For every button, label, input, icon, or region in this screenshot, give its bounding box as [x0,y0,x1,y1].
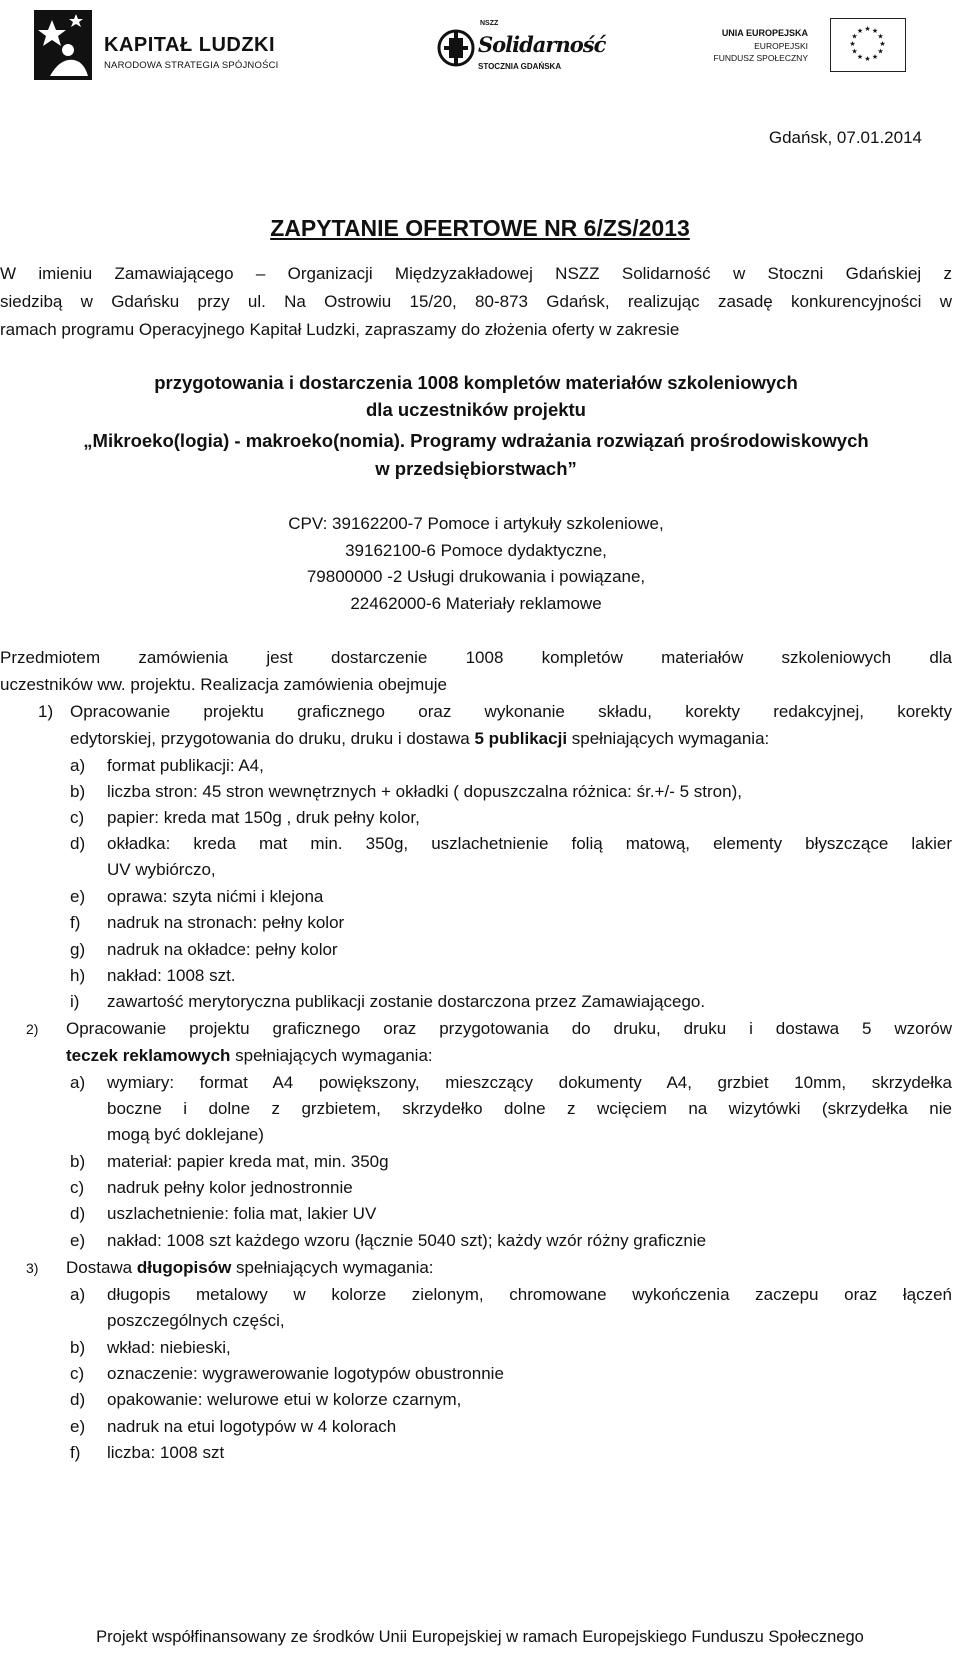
sub-label: d) [70,1204,86,1223]
svg-text:★: ★ [851,32,858,41]
kapital-ludzki-logo [30,6,290,86]
kl-title: KAPITAŁ LUDZKI [104,34,276,56]
object-line: uczestników ww. projektu. Realizacja zamówienia obejmuje [0,675,447,694]
item1-number: 1) [38,702,54,721]
sub-label: a) [70,1285,86,1304]
sub-text: zawartość merytoryczna publikacji zostanie dostarczona przez Zamawiającego. [107,992,706,1011]
eu-flag-icon [830,18,906,72]
svg-text:★: ★ [879,40,886,48]
svg-text:★: ★ [856,53,864,61]
sub-text: nadruk pełny kolor jednostronnie [107,1178,353,1197]
item2-line: Opracowanie projektu graficznego oraz przygotowania do druku, druku i dostawa 5 wzorów [66,1019,952,1038]
item3-line: Dostawa długopisów spełniających wymagania: [66,1258,434,1277]
sub-text: UV wybiórczo, [107,860,216,879]
intro-line: siedzibą w Gdańsku przy ul. Na Ostrowiu 15/20, 80-873 Gdańsk, realizując zasadę konkurencyjności w [0,292,952,311]
sub-label: c) [70,1364,85,1383]
stocznia-label: STOCZNIA GDAŃSKA [478,62,562,71]
svg-text:★: ★ [871,53,879,61]
svg-text:★: ★ [864,55,871,63]
item1-line: Opracowanie projektu graficznego oraz wykonanie składu, korekty redakcyjnej, korekty [70,702,952,721]
sub-text: oprawa: szyta nićmi i klejona [107,887,324,906]
svg-text:★: ★ [877,32,884,41]
sub-text: nakład: 1008 szt każdego wzoru (łącznie 5040 szt); każdy wzór różny graficznie [107,1231,707,1250]
subject-line: „Mikroeko(logia) - makroeko(nomia). Programy wdrażania rozwiązań prośrodowiskowych [83,430,869,451]
item2-line: teczek reklamowych spełniających wymagania: [66,1046,433,1065]
cpv-line: 22462000-6 Materiały reklamowe [350,594,602,613]
item2-number: 2) [26,1021,39,1037]
sub-label: e) [70,1417,86,1436]
sub-text: uszlachetnienie: folia mat, lakier UV [107,1204,377,1223]
sub-label: b) [70,1152,86,1171]
sub-text: nadruk na okładce: pełny kolor [107,940,338,959]
sub-label: f) [70,1443,81,1462]
intro-line: ramach programu Operacyjnego Kapitał Ludzki, zapraszamy do złożenia oferty w zakresie [0,320,680,339]
sub-label: f) [70,913,81,932]
svg-text:★: ★ [851,47,858,56]
subject-line: dla uczestników projektu [366,399,586,420]
sub-label: e) [70,887,86,906]
svg-text:★: ★ [856,27,864,35]
sub-label: c) [70,1178,85,1197]
sub-text: nadruk na stronach: pełny kolor [107,913,345,932]
sub-label: e) [70,1231,86,1250]
svg-text:★: ★ [877,47,884,56]
sub-text: format publikacji: A4, [107,756,264,775]
item1-bold: 5 publikacji [474,729,568,748]
sub-label: d) [70,834,86,853]
svg-text:★: ★ [849,40,856,48]
item1-line: edytorskiej, przygotowania do druku, druku i dostawa 5 publikacji spełniających wymagania: [70,729,770,748]
sub-text: boczne i dolne z grzbietem, skrzydełko dolne z wcięciem na wizytówki (skrzydełka nie [107,1099,952,1118]
subject-line: w przedsiębiorstwach” [375,458,577,479]
sub-text: długopis metalowy w kolorze zielonym, chromowane wykończenia zaczepu oraz łączeń [107,1285,952,1304]
sub-label: b) [70,1338,86,1357]
eu-line1: UNIA EUROPEJSKA [721,28,808,38]
shipyard-crest-icon [436,24,476,72]
sub-text: poszczególnych części, [107,1311,285,1330]
sub-label: i) [70,992,80,1011]
sub-label: a) [70,1073,86,1092]
sub-text: liczba: 1008 szt [107,1443,225,1462]
kl-subtitle: NARODOWA STRATEGIA SPÓJNOŚCI [104,60,279,71]
item2-bold: teczek reklamowych [66,1046,231,1065]
item3-bold: długopisów [136,1258,232,1277]
subject-line: przygotowania i dostarczenia 1008 kompletów materiałów szkoleniowych [154,372,798,393]
sub-text: liczba stron: 45 stron wewnętrznych + okładki ( dopuszczalna różnica: śr.+/- 5 stron), [107,782,742,801]
page-footer: Projekt współfinansowany ze środków Unii Europejskiej w ramach Europejskiego Funduszu Społecznego [96,1628,864,1646]
sub-text: materiał: papier kreda mat, min. 350g [107,1152,389,1171]
sub-text: mogą być doklejane) [107,1125,264,1144]
sub-label: g) [70,940,86,959]
document-title: ZAPYTANIE OFERTOWE NR 6/ZS/2013 [270,215,690,241]
sub-label: h) [70,966,86,985]
sub-text: wymiary: format A4 powiększony, mieszczący dokumenty A4, grzbiet 10mm, skrzydełka [107,1073,952,1092]
logo-bar [0,0,960,90]
sub-text: papier: kreda mat 150g , druk pełny kolor, [107,808,420,827]
item3-number: 3) [26,1260,39,1276]
sub-label: a) [70,756,86,775]
sub-label: b) [70,782,86,801]
intro-line: W imieniu Zamawiającego – Organizacji Międzyzakładowej NSZZ Solidarność w Stoczni Gdańskiej z [0,264,952,283]
svg-text:★: ★ [871,27,879,35]
eu-line2: EUROPEJSKI [754,41,808,51]
solidarnosc-wordmark: Solidarność [478,32,606,57]
kapital-ludzki-emblem-icon [30,6,100,84]
eu-logo [713,18,906,74]
sub-label: c) [70,808,85,827]
document-date: Gdańsk, 07.01.2014 [768,128,922,147]
sub-text: wkład: niebieski, [107,1338,231,1357]
solidarnosc-logo [436,20,606,75]
nszz-label: NSZZ [480,20,499,27]
sub-label: d) [70,1390,86,1409]
sub-text: oznaczenie: wygrawerowanie logotypów obustronnie [107,1364,504,1383]
object-line: Przedmiotem zamówienia jest dostarczenie 1008 kompletów materiałów szkoleniowych dla [0,648,952,667]
sub-text: okładka: kreda mat min. 350g, uszlachetnienie folią matową, elementy błyszczące lakier [107,834,952,853]
eu-line3: FUNDUSZ SPOŁECZNY [713,53,808,63]
cpv-line: 79800000 -2 Usługi drukowania i powiązane, [306,567,646,586]
sub-text: nakład: 1008 szt. [107,966,236,985]
sub-text: nadruk na etui logotypów w 4 kolorach [107,1417,397,1436]
cpv-line: 39162100-6 Pomoce dydaktyczne, [345,541,607,560]
sub-text: opakowanie: welurowe etui w kolorze czarnym, [107,1390,462,1409]
cpv-line: CPV: 39162200-7 Pomoce i artykuły szkoleniowe, [288,514,664,533]
svg-text:★: ★ [864,25,871,33]
